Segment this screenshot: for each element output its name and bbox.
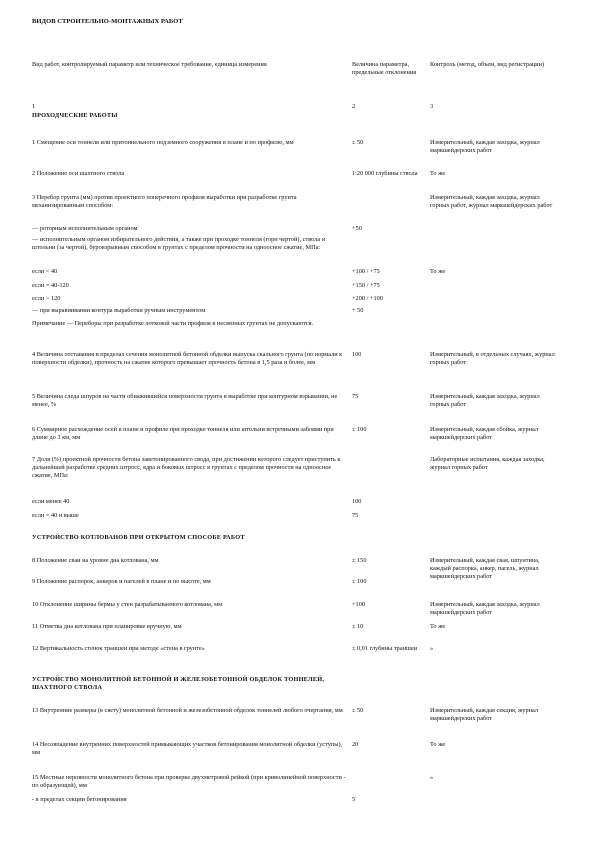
header-col-3: Контроль (метод, объем, вид регистрации) (430, 61, 545, 68)
table-row-3d-value: +150 / +75 (352, 282, 380, 289)
table-row-3e-param: если > 120 (32, 295, 61, 302)
col-number-2: 2 (352, 103, 356, 110)
table-row-7b-value: 75 (352, 512, 359, 519)
table-row-2-param: 2 Положение оси шахтного ствола (32, 170, 125, 177)
table-row-15a-value: 5 (352, 796, 356, 803)
col-number-3: 3 (430, 103, 434, 110)
table-row-5-control: Измерительный, каждая заходка, журнал горных работ (430, 393, 540, 409)
table-row-3a-value: +50 (352, 225, 362, 232)
table-row-11-value: ± 10 (352, 623, 364, 630)
table-row-7a-value: 100 (352, 498, 362, 505)
table-row-14-value: 20 (352, 741, 359, 748)
table-row-1-value: ± 50 (352, 139, 364, 146)
table-row-note: Примечание — Переборы при разработке лотковой части профиля в несвязных грунтах не допускаются. (32, 320, 314, 327)
table-row-9-value: ± 100 (352, 578, 367, 585)
table-row-1-param: 1 Смещение оси тоннеля или притоннельного подземного сооружения в плане и по профилю, мм (32, 139, 294, 146)
table-row-8-control: Измерительный, каждая свая, шпунтина, каждый распорка, анкер, пагель, журнал маркшейдерских работ (430, 557, 540, 581)
table-row-12-control: » (430, 645, 434, 652)
table-row-13-value: ± 50 (352, 707, 364, 714)
table-row-3d-param: если = 40-120 (32, 282, 69, 289)
section-heading-2: УСТРОЙСТВО КОТЛОВАНОВ ПРИ ОТКРЫТОМ СПОСОБЕ РАБОТ (32, 534, 245, 541)
table-row-14-param: 14 Несовпадение внутренних поверхностей примыкающих участков бетонирования монолитной обделки (уступы), мм (32, 741, 343, 757)
table-row-13-param: 13 Внутренние размеры (в свету) монолитной бетонной и железобетонной обделок тоннелей любого очертания, мм (32, 707, 343, 714)
table-row-3c-param: если < 40 (32, 268, 58, 275)
section-heading: ПРОХОДЧЕСКИЕ РАБОТЫ (32, 112, 118, 119)
table-row-13-control: Измерительный, каждая секция, журнал маркшейдерских работ (430, 707, 539, 723)
table-row-9-param: 9 Положение распорок, анкеров и пагелей в плане и по высоте, мм (32, 578, 211, 585)
table-row-8-value: ± 150 (352, 557, 367, 564)
header-col-2: Величина параметра, предельные отклонения (352, 61, 417, 77)
table-row-7-control: Лабораторные испытания, каждая заходка, журнал горных работ (430, 456, 545, 472)
table-row-6-control: Измерительный, каждая сбойка, журнал маркшейдерских работ (430, 426, 539, 442)
table-row-4-control: Измерительный, в отдельных случаях, журнал горных работ (430, 351, 555, 367)
table-row-8-param: 8 Положение сваи на уровне дна котлована, мм (32, 557, 159, 564)
header-col-1: Вид работ, контролируемый параметр или техническое требование, единица измерения (32, 61, 267, 68)
table-row-3c-control: То же (430, 268, 446, 275)
table-row-10-control: Измерительный, каждая заходка, журнал маркшейдерских работ (430, 601, 540, 617)
table-row-2-value: 1:20 000 глубины ствола (352, 170, 418, 177)
table-row-4-param: 4 Величина отставания в пределах сечения монолитной бетонной обделки выпуска скального грунта (по нормали к поверхности обделки), прочность на сжатие которого превышает прочность бетона в 1,5 раза и более, мм (32, 351, 343, 367)
table-row-7a-param: если менее 40 (32, 498, 70, 505)
table-row-11-control: То же (430, 623, 446, 630)
table-row-3f-param: — при выравнивании контура выработки ручным инструментом (32, 307, 206, 314)
table-row-7-param: 7 Доля (%) проектной прочности бетона заветонированного свода, при достижении которого следует приступить к дальнейшей разработке средних штросс, ядра и боковых штросс в грунтах с пределом прочности на одноосное сжатие, МПа: (32, 456, 341, 480)
table-row-15-control: » (430, 774, 434, 781)
table-row-1-control: Измерительный, каждая заходка, журнал маркшейдерских работ (430, 139, 540, 155)
table-row-3c-value: +100 / +75 (352, 268, 380, 275)
table-row-3e-value: +200 / +100 (352, 295, 383, 302)
table-row-3b-param: — исполнительным органом избирательного действия, а также при проходке тоннеля (горн чертой), ствола и штольни (за чертой), буровзрывным способом в грунтах с пределом прочности на одноосное сжатие, МПа: (32, 236, 326, 252)
table-row-5-value: 75 (352, 393, 359, 400)
table-row-5-param: 5 Величина следа шпуров на части обнажившейся поверхности грунта в выработке при контурном взрывании, не менее, % (32, 393, 338, 409)
table-row-3a-param: — роторным исполнительным органом (32, 225, 138, 232)
table-row-12-param: 12 Вертикальность стенок траншеи при методе «стена в грунте» (32, 645, 205, 652)
table-row-12-value: ± 0,01 глубины траншеи (352, 645, 417, 652)
table-row-3f-value: + 50 (352, 307, 364, 314)
table-row-11-param: 11 Отметка дна котлована при планировке вручную, мм (32, 623, 182, 630)
col-number-1: 1 (32, 103, 36, 110)
table-row-6-value: ± 100 (352, 426, 367, 433)
table-row-4-value: 100 (352, 351, 362, 358)
table-row-6-param: 6 Суммарное расхождение осей в плане и профиле при проходке тоннеля или штольни встречными забоями при длине до 3 км, мм (32, 426, 334, 442)
table-row-2-control: То же (430, 170, 446, 177)
table-row-14-control: То же (430, 741, 446, 748)
table-row-3-control: Измерительный, каждая заходка, журнал горных работ, журнал маркшейдерских работ (430, 194, 553, 210)
table-row-10-value: +100 (352, 601, 365, 608)
table-row-15a-param: - в пределах секции бетонирования (32, 796, 127, 803)
section-heading-3: УСТРОЙСТВО МОНОЛИТНОЙ БЕТОННОЙ И ЖЕЛЕЗОБЕТОННОЙ ОБДЕЛОК ТОННЕЛЕЙ, ШАХТНОГО СТВОЛА (32, 676, 325, 692)
table-row-15-param: 15 Местные неровности монолитного бетона при проверке двухметровой рейкой (при криволинейной поверхности - по образующей), мм (32, 774, 346, 790)
table-row-3-param: 3 Перебор грунта (мм) против проектного поперечного профиля выработки при разработке грунта механизированным способом: (32, 194, 297, 210)
document-title: ВИДОВ СТРОИТЕЛЬНО-МОНТАЖНЫХ РАБОТ (32, 18, 183, 25)
table-row-7b-param: если = 40 и выше (32, 512, 79, 519)
table-row-10-param: 10 Отклонение ширины бермы у стен разрабатываемого котлована, мм (32, 601, 223, 608)
